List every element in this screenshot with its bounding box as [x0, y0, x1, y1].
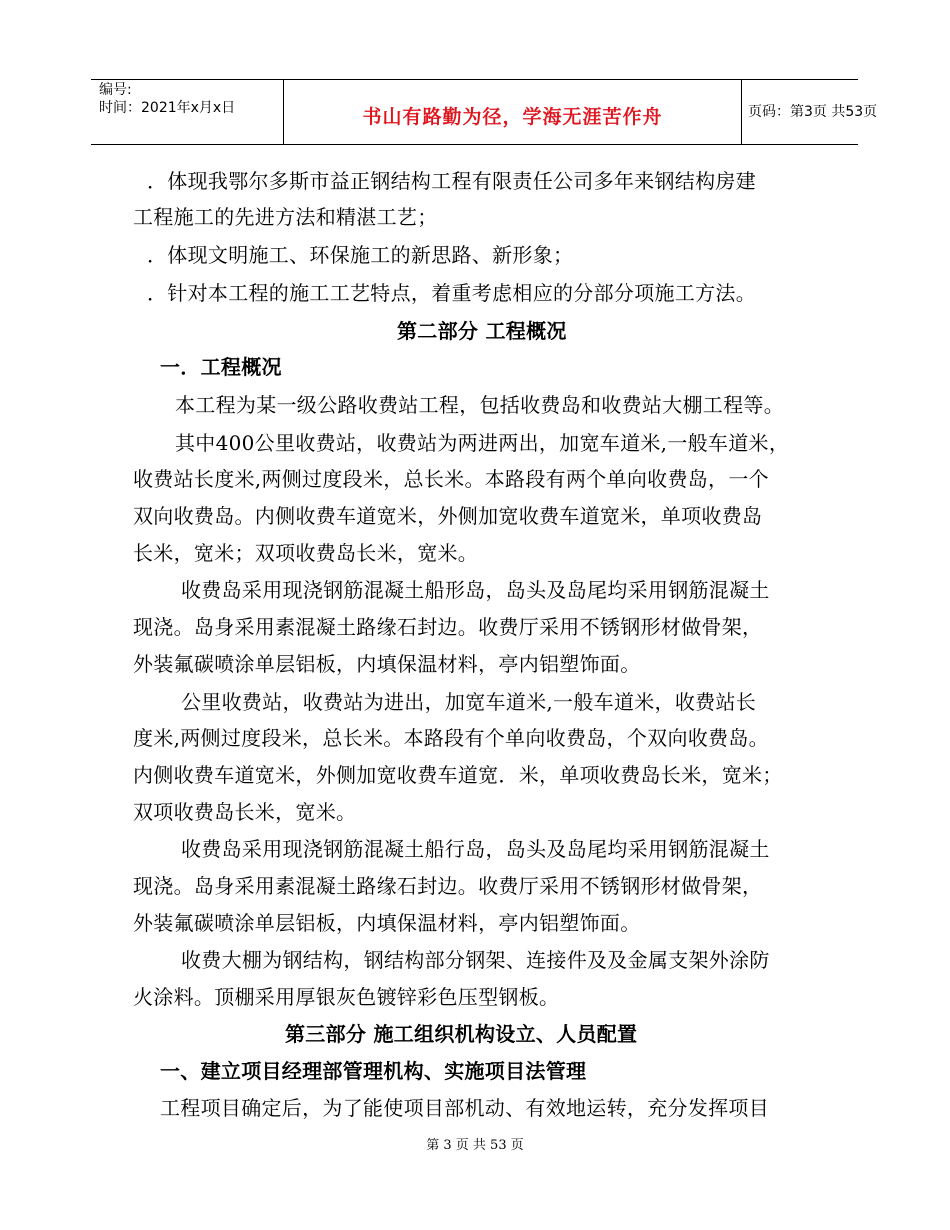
text-line: 工程施工的先进方法和精湛工艺； — [133, 205, 438, 229]
paragraph-line: 双向收费岛。内侧收费车道宽米，外侧加宽收费车道宽米，单项收费岛 — [133, 504, 763, 528]
header-motto: 书山有路勤为径，学海无涯苦作舟 — [362, 106, 663, 128]
time-label: 时间：2021年x月x日 — [99, 100, 236, 116]
bullet-line: ．体现文明施工、环保施工的新思路、新形象； — [147, 243, 574, 267]
paragraph-line: 现浇。岛身采用素混凝土路缘石封边。收费厅采用不锈钢形材做骨架， — [133, 615, 763, 639]
paragraph-line: 收费岛采用现浇钢筋混凝土船行岛，岛头及岛尾均采用钢筋混凝土 — [181, 837, 770, 861]
serial-label: 编号: — [99, 82, 132, 98]
paragraph-line: 其中400公里收费站，收费站为两进两出，加宽车道米,一般车道米， — [175, 431, 790, 455]
paragraph-line: 度米,两侧过度段米，总长米。本路段有个单向收费岛，个双向收费岛。 — [133, 726, 769, 750]
paragraph-line: 收费站长度米,两侧过度段米，总长米。本路段有两个单向收费岛，一个 — [133, 467, 769, 491]
page-header — [91, 79, 878, 145]
paragraph-line: 内侧收费车道宽米，外侧加宽收费车道宽．米，单项收费岛长米，宽米； — [133, 763, 783, 787]
paragraph-line: 本工程为某一级公路收费站工程，包括收费岛和收费站大棚工程等。 — [175, 393, 784, 417]
header-page-cell — [742, 80, 878, 144]
section-heading: 第三部分 施工组织机构设立、人员配置 — [285, 1022, 638, 1046]
header-motto-cell — [283, 80, 742, 144]
paragraph-line: 收费岛采用现浇钢筋混凝土船形岛，岛头及岛尾均采用钢筋混凝土 — [181, 578, 770, 602]
paragraph-line: 外装氟碳喷涂单层铝板，内填保温材料，亭内铝塑饰面。 — [133, 911, 641, 935]
paragraph-line: 外装氟碳喷涂单层铝板，内填保温材料，亭内铝塑饰面。 — [133, 652, 641, 676]
paragraph-line: 收费大棚为钢结构，钢结构部分钢架、连接件及及金属支架外涂防 — [181, 948, 770, 972]
paragraph-line: 双项收费岛长米，宽米。 — [133, 800, 357, 824]
subsection-heading: 一．工程概况 — [160, 355, 282, 379]
page-footer: 第 3 页 共 53 页 — [426, 1138, 524, 1153]
paragraph-line: 火涂料。顶棚采用厚银灰色镀锌彩色压型钢板。 — [133, 985, 560, 1009]
bullet-line: ．体现我鄂尔多斯市益正钢结构工程有限责任公司多年来钢结构房建 — [147, 169, 756, 193]
subsection-heading: 一、建立项目经理部管理机构、实施项目法管理 — [160, 1059, 587, 1083]
header-info-cell — [91, 80, 283, 144]
bullet-line: ．针对本工程的施工工艺特点，着重考虑相应的分部分项施工方法。 — [147, 281, 756, 305]
paragraph-line: 公里收费站，收费站为进出，加宽车道米,一般车道米，收费站长 — [181, 690, 757, 714]
paragraph-line: 长米，宽米；双项收费岛长米，宽米。 — [133, 541, 479, 565]
paragraph-line: 现浇。岛身采用素混凝土路缘石封边。收费厅采用不锈钢形材做骨架， — [133, 874, 763, 898]
paragraph-line: 工程项目确定后，为了能使项目部机动、有效地运转，充分发挥项目 — [160, 1096, 769, 1120]
header-page-number: 页码：第3页 共53页 — [748, 104, 878, 120]
section-heading: 第二部分 工程概况 — [397, 319, 567, 343]
